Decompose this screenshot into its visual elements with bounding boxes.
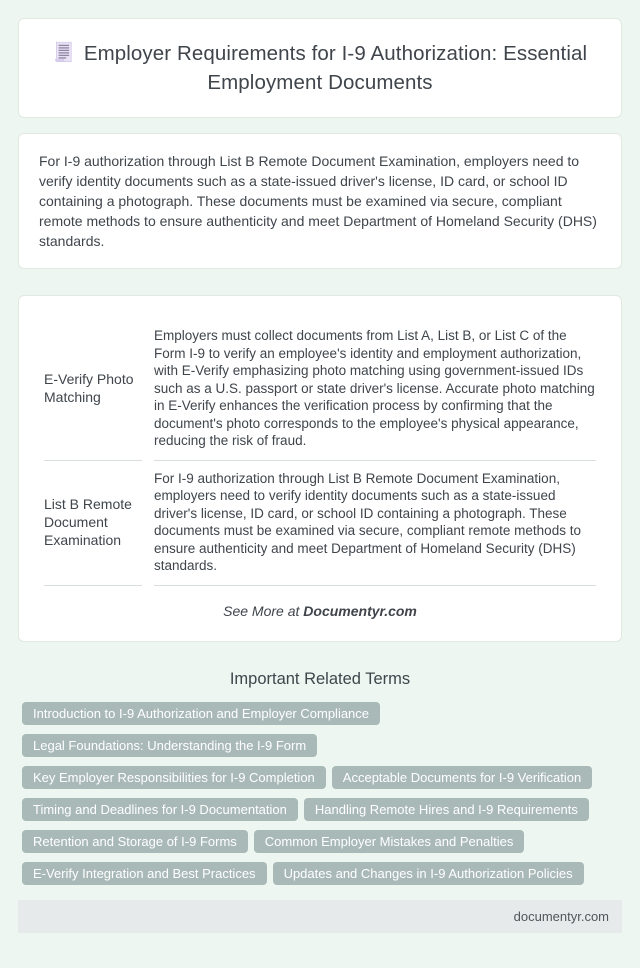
terms-table [32,318,608,586]
footer-site-name: documentyr.com [513,908,609,924]
footer [18,900,622,933]
related-term-tag[interactable]: Retention and Storage of I-9 Forms [22,830,248,853]
definition-cell: For I-9 authorization through List B Remote Document Examination, employers need to verify identity documents such as a state-issued driver's license, ID card, or school ID containing a photograph. These documents must be examined via secure, compliant remote methods to ensure authenticity and meet Department of Homeland Security (DHS) standards. [154,461,596,586]
related-terms-list [22,702,618,885]
summary-card [18,133,622,269]
terms-table-card [18,295,622,642]
related-term-tag[interactable]: Legal Foundations: Understanding the I-9 Form [22,734,317,757]
related-term-tag[interactable]: Common Employer Mistakes and Penalties [254,830,525,853]
related-term-tag[interactable]: Key Employer Responsibilities for I-9 Completion [22,766,326,789]
title-card [18,18,622,118]
see-more-note [44,603,596,619]
related-term-tag[interactable]: Updates and Changes in I-9 Authorization Policies [273,862,584,885]
definition-cell: Employers must collect documents from List A, List B, or List C of the Form I-9 to verify an employee's identity and employment authorization, with E-Verify emphasizing photo matching using government-issued IDs such as a U.S. passport or state driver's license. Accurate photo matching in E-Verify enhances the verification process by confirming that the document's photo corresponds to the employee's physical appearance, reducing the risk of fraud. [154,318,596,461]
table-row [44,461,596,586]
table-row [44,318,596,461]
term-cell: E-Verify Photo Matching [44,318,142,461]
page-title-text: Employer Requirements for I-9 Authorization: Essential Employment Documents [83,42,588,94]
brand-name: Documentyr.com [303,602,417,619]
related-term-tag[interactable]: Introduction to I-9 Authorization and Employer Compliance [22,702,380,725]
related-term-tag[interactable]: Handling Remote Hires and I-9 Requirements [304,798,589,821]
summary-text: For I-9 authorization through List B Remote Document Examination, employers need to verify identity documents such as a state-issued driver's license, ID card, or school ID containing a photograph. These documents must be examined via secure, compliant remote methods to ensure authenticity and meet Department of Homeland Security (DHS) standards. [39,153,597,249]
related-terms-heading: Important Related Terms [229,669,411,688]
related-term-tag[interactable]: Acceptable Documents for I-9 Verification [332,766,592,789]
receipt-icon [53,40,74,64]
see-more-prefix: See More at [223,602,304,619]
page-title [47,39,593,97]
term-cell: List B Remote Document Examination [44,461,142,586]
related-term-tag[interactable]: E-Verify Integration and Best Practices [22,862,267,885]
related-term-tag[interactable]: Timing and Deadlines for I-9 Documentation [22,798,298,821]
